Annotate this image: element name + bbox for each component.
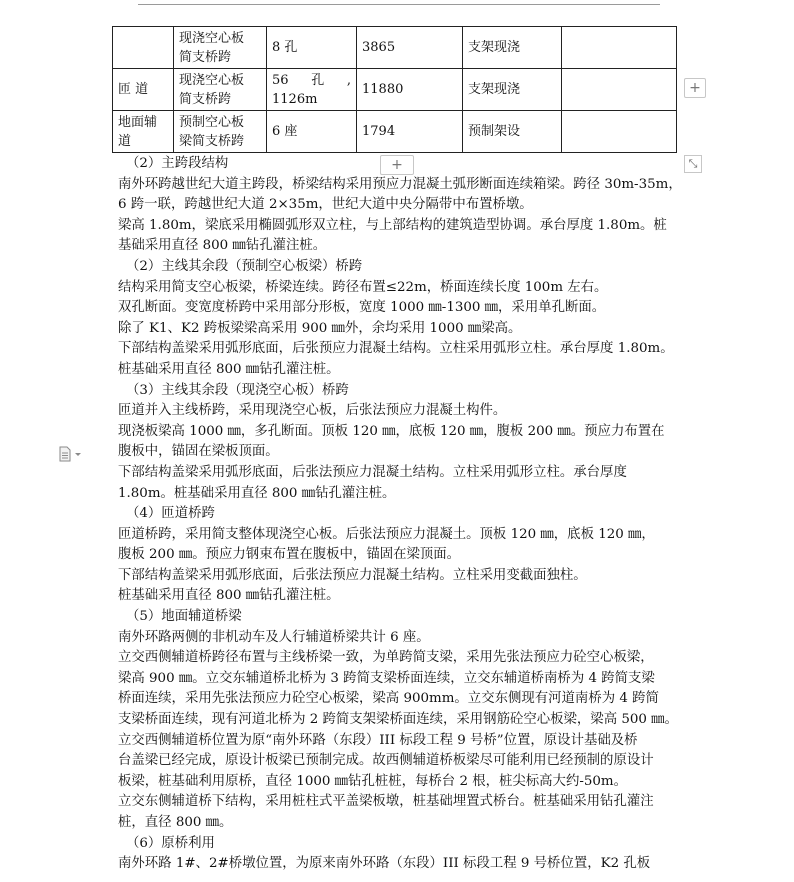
table-cell[interactable]: 8 孔 (267, 27, 357, 69)
paragraph-line: 南外环路 1#、2#桥墩位置，为原来南外环路（东段）III 标段工程 9 号桥位置，K2 孔板 (118, 856, 651, 872)
paragraph-line: 基础采用直径 800 ㎜钻孔灌注桩。 (118, 238, 327, 254)
paragraph-line: 桩基础采用直径 800 ㎜钻孔灌注桩。 (118, 361, 340, 377)
paragraph-line: 梁高 1.80m，梁底采用椭圆弧形双立柱，与上部结构的建筑造型协调。承台厚度 1.80m。桩 (118, 217, 667, 233)
table-cell-line: 预制空心板 (179, 114, 245, 130)
table-cell[interactable]: 6 座 (267, 111, 357, 153)
paragraph-line: 梁高 900 ㎜。立交东辅道桥北桥为 3 跨简支梁桥面连续，立交东辅道桥南桥为 4 跨简支梁 (118, 670, 655, 686)
paragraph-line: 立交西侧辅道桥跨径布置与主线桥梁一致，为单跨简支梁，采用先张法预应力砼空心板梁， (118, 650, 654, 666)
paragraph-line: 6 跨一联，跨越世纪大道 2×35m，世纪大道中央分隔带中布置桥墩。 (118, 197, 533, 213)
table-cell[interactable] (562, 111, 677, 153)
table-cell-line: 1126m (272, 91, 318, 107)
section-heading: （3）主线其余段（现浇空心板）桥跨 (126, 382, 349, 398)
section-heading: （6）原桥利用 (126, 835, 215, 851)
cell-fragment: 孔 (311, 72, 325, 88)
section-heading: （4）匝道桥跨 (126, 506, 215, 522)
section-heading: （2）主跨段结构 (126, 156, 229, 171)
table-row (113, 111, 677, 153)
paragraph-line: 桩，直径 800 ㎜。 (118, 815, 233, 830)
paragraph-line: 现浇板梁高 1000 ㎜，多孔断面。顶板 120 ㎜，底板 120 ㎜，腹板 200 ㎜。预应力布置在 (118, 423, 665, 439)
paragraph-line: 南外环路两侧的非机动车及人行辅道桥梁共计 6 座。 (118, 629, 430, 645)
table-cell-line: 现浇空心板 (179, 72, 245, 88)
table-cell[interactable]: 匝 道 (113, 69, 174, 111)
table-cell-line: 简支桥跨 (179, 91, 232, 107)
table-cell-line: 道 (118, 133, 132, 149)
table-cell[interactable] (174, 111, 267, 153)
table-cell[interactable] (113, 111, 174, 153)
paragraph-line: 除了 K1、K2 跨板梁梁高采用 900 ㎜外，余均采用 1000 ㎜梁高。 (118, 320, 522, 336)
table-cell[interactable]: 1794 (357, 111, 463, 153)
document-outline-icon[interactable] (58, 446, 84, 462)
table-cell[interactable] (174, 69, 267, 111)
table-resize-handle[interactable]: ⤡ (684, 155, 702, 173)
paragraph-line: 桩基础采用直径 800 ㎜钻孔灌注桩。 (118, 588, 340, 604)
document-body (118, 154, 684, 875)
paragraph-line: 下部结构盖梁采用弧形底面，后张法预应力混凝土结构。立柱采用弧形立柱。承台厚度 (118, 464, 627, 480)
table-cell-line (272, 71, 351, 90)
bridge-summary-table (112, 26, 677, 153)
table-cell[interactable]: 支架现浇 (463, 27, 562, 69)
paragraph-line: 立交东侧辅道桥下结构，采用桩柱式平盖梁板墩，桩基础埋置式桥台。桩基础采用钻孔灌注 (118, 794, 654, 810)
paragraph-line: 结构采用简支空心板梁，桥梁连续。跨径布置≤22m，桥面连续长度 100m 左右。 (118, 279, 608, 295)
paragraph-line: 板梁，桩基础利用原桥，直径 1000 ㎜钻孔桩桩，每桥台 2 根，桩尖标高大约-50m。 (118, 773, 627, 789)
cell-fragment: 56 (272, 72, 289, 88)
add-column-button[interactable]: + (684, 78, 706, 98)
paragraph-line: 台盖梁已经完成，原设计板梁已预制完成。故西侧辅道桥板梁尽可能利用已经预制的原设计 (118, 753, 654, 769)
table-cell[interactable]: 预制架设 (463, 111, 562, 153)
paragraph-line: 匝道并入主线桥跨，采用现浇空心板，后张法预应力混凝土构件。 (118, 403, 507, 419)
paragraph-line: 匝道桥跨，采用简支整体现浇空心板。后张法预应力混凝土。顶板 120 ㎜，底板 120 ㎜， (118, 526, 655, 542)
section-heading: （5）地面辅道桥梁 (126, 609, 242, 625)
paragraph-line: 下部结构盖梁采用弧形底面，后张法预应力混凝土结构。立柱采用变截面独柱。 (118, 567, 587, 583)
table-cell-line: 梁简支桥跨 (179, 133, 245, 149)
paragraph-line: 立交西侧辅道桥位置为原“南外环路（东段）III 标段工程 9 号桥”位置，原设计基础及桥 (118, 732, 638, 748)
paragraph-line: 桥面连续，采用先张法预应力砼空心板梁，梁高 900mm。立交东侧现有河道南桥为 4 跨简 (118, 691, 659, 707)
table-cell-line: 现浇空心板 (179, 30, 245, 46)
paragraph-line: 双孔断面。变宽度桥跨中采用部分形板，宽度 1000 ㎜-1300 ㎜，采用单孔断面。 (118, 300, 606, 316)
table-cell[interactable] (113, 27, 174, 69)
table-cell-line: 简支桥跨 (179, 49, 232, 65)
add-row-button[interactable]: + (380, 155, 414, 175)
table-cell[interactable]: 11880 (357, 69, 463, 111)
table-cell[interactable] (174, 27, 267, 69)
cell-fragment: , (346, 72, 351, 88)
paragraph-line: 腹板 200 ㎜。预应力钢束布置在腹板中，锚固在梁顶面。 (118, 547, 461, 563)
paragraph-line: 1.80m。桩基础采用直径 800 ㎜钻孔灌注桩。 (118, 485, 396, 501)
table-cell[interactable] (267, 69, 357, 111)
table-row (113, 27, 677, 69)
paragraph-line: 南外环跨越世纪大道主跨段，桥梁结构采用预应力混凝土弧形断面连续箱梁。跨径 30m-35m， (118, 176, 682, 192)
paragraph-line: 支梁桥面连续，现有河道北桥为 2 跨简支架梁桥面连续，采用钢筋砼空心板梁，梁高 500 ㎜。 (118, 712, 678, 728)
paragraph-line: 腹板中，锚固在梁板顶面。 (118, 444, 279, 460)
table-row (113, 69, 677, 111)
table-cell[interactable]: 支架现浇 (463, 69, 562, 111)
table-cell[interactable] (562, 27, 677, 69)
table-cell[interactable]: 3865 (357, 27, 463, 69)
page-top-rule (138, 4, 660, 5)
paragraph-line: 下部结构盖梁采用弧形底面，后张预应力混凝土结构。立柱采用弧形立柱。承台厚度 1.80m。 (118, 341, 674, 357)
section-heading: （2）主线其余段（预制空心板梁）桥跨 (126, 258, 363, 274)
table-cell[interactable] (562, 69, 677, 111)
table-cell-line: 地面辅 (118, 114, 158, 130)
